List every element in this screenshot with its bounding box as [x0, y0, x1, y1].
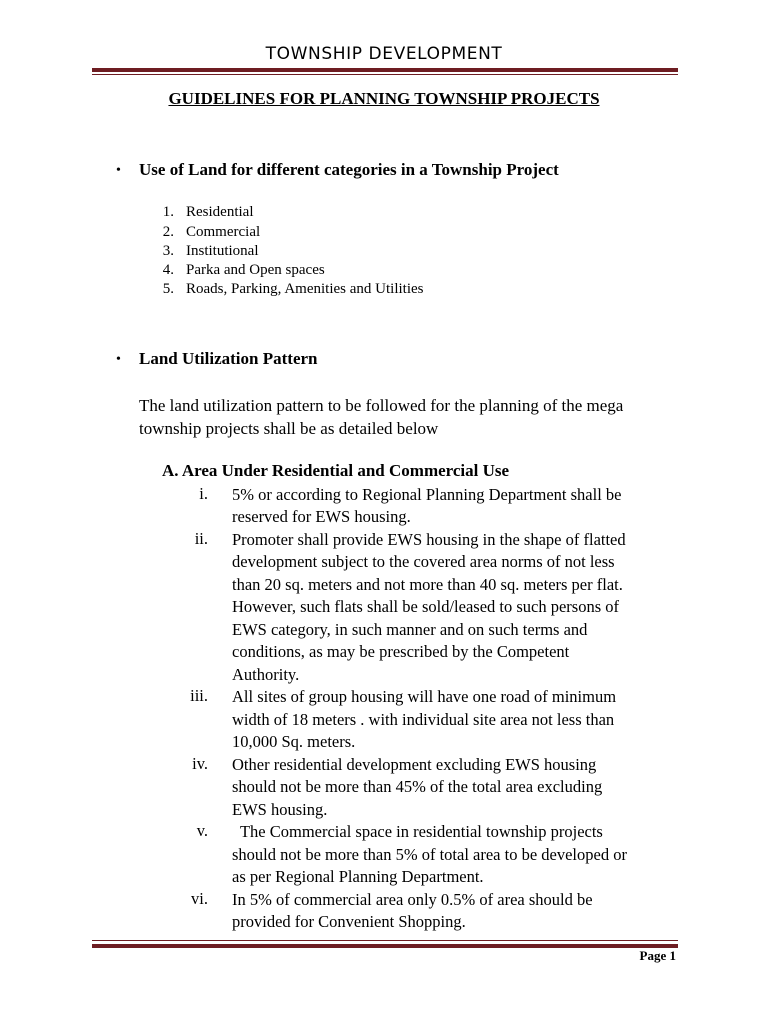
section2-heading: Land Utilization Pattern [139, 349, 318, 368]
item-line: than 20 sq. meters and not more than 40 sq. meters per flat. [232, 575, 623, 594]
footer-rule-thick [92, 944, 678, 948]
item-line: EWS housing. [232, 800, 328, 819]
header-title: TOWNSHIP DEVELOPMENT [265, 44, 503, 64]
document-title: GUIDELINES FOR PLANNING TOWNSHIP PROJECTS [168, 89, 600, 108]
item-line: Promoter shall provide EWS housing in the shape of flatted [232, 530, 626, 549]
footer-rule-thin [92, 940, 678, 941]
intro-paragraph-line: The land utilization pattern to be followed for the planning of the mega [139, 396, 624, 415]
list-item: Commercial [186, 224, 261, 240]
item-line: provided for Convenient Shopping. [232, 912, 466, 931]
item-line: 10,000 Sq. meters. [232, 732, 356, 751]
section1-heading: Use of Land for different categories in a Township Project [139, 160, 559, 179]
bullet-icon: • [116, 163, 121, 178]
item-line: In 5% of commercial area only 0.5% of area should be [232, 890, 593, 909]
list-number: 5. [162, 281, 174, 297]
list-item: Institutional [186, 243, 259, 259]
list-item: Roads, Parking, Amenities and Utilities [186, 281, 424, 297]
header-rule-thick [92, 68, 678, 72]
intro-paragraph-line: township projects shall be as detailed below [139, 419, 439, 438]
list-item: Parka and Open spaces [186, 262, 325, 278]
item-line: 5% or according to Regional Planning Department shall be [232, 485, 622, 504]
list-number: 3. [162, 243, 174, 259]
item-line: should not be more than 5% of total area to be developed or [232, 845, 627, 864]
item-line: All sites of group housing will have one road of minimum [232, 687, 617, 706]
item-line: The Commercial space in residential township projects [232, 822, 603, 841]
item-line: However, such flats shall be sold/leased to such persons of [232, 597, 620, 616]
item-line: as per Regional Planning Department. [232, 867, 484, 886]
page-number: Page 1 [639, 948, 676, 963]
header-rule-thin [92, 74, 678, 75]
item-line: reserved for EWS housing. [232, 507, 411, 526]
list-number: 4. [162, 262, 174, 278]
list-number: 2. [162, 224, 174, 240]
list-number: 1. [162, 204, 174, 220]
roman-numeral: vi. [191, 889, 208, 908]
roman-numeral: i. [199, 484, 208, 503]
roman-numeral: iii. [190, 686, 208, 705]
bullet-icon: • [116, 352, 121, 367]
item-line: conditions, as may be prescribed by the Competent [232, 642, 570, 661]
item-line: width of 18 meters . with individual site area not less than [232, 710, 615, 729]
roman-numeral: v. [196, 821, 208, 840]
item-line: Authority. [232, 665, 300, 684]
roman-numeral: iv. [192, 754, 208, 773]
roman-numeral: ii. [194, 529, 208, 548]
item-line: development subject to the covered area norms of not less [232, 552, 615, 571]
item-line: Other residential development excluding EWS housing [232, 755, 597, 774]
subsection-heading: A. Area Under Residential and Commercial Use [162, 461, 510, 480]
list-item: Residential [186, 204, 254, 220]
item-line: should not be more than 45% of the total area excluding [232, 777, 603, 796]
item-line: EWS category, in such manner and on such terms and [232, 620, 588, 639]
